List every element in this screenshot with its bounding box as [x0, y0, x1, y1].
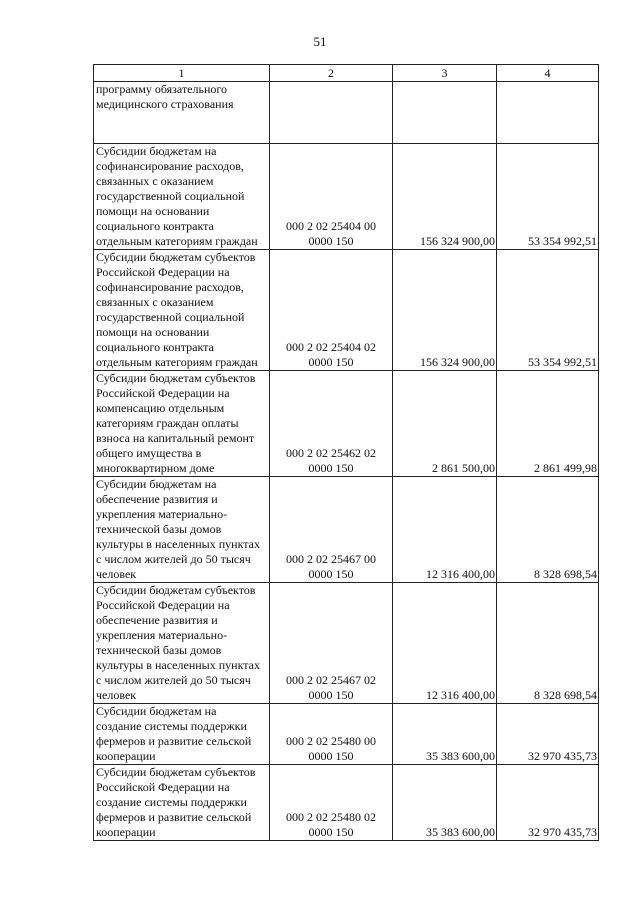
row-col3-value: 2 861 500,00	[393, 371, 497, 477]
row-name-text: Субсидии бюджетам на обеспечение развития и укрепления материально- технической базы домов культуры в населенных пунктах с числом жителей до 50 тысяч человек	[96, 477, 260, 581]
row-col4-value	[497, 82, 599, 144]
row-code	[270, 704, 393, 765]
row-col4-value: 53 354 992,51	[497, 250, 599, 371]
column-header-1: 1	[94, 65, 270, 82]
row-code-text: 000 2 02 25404 00 0000 150	[286, 219, 376, 248]
row-name	[94, 144, 270, 250]
row-col4-value: 32 970 435,73	[497, 704, 599, 765]
row-name	[94, 765, 270, 841]
row-code-text: 000 2 02 25467 00 0000 150	[286, 552, 376, 581]
column-header-3: 3	[393, 65, 497, 82]
table-row	[94, 250, 599, 371]
row-col3-value: 35 383 600,00	[393, 765, 497, 841]
row-name-text: Субсидии бюджетам на софинансирование расходов, связанных с оказанием государственной социальной помощи на основании социального контракта отдельным категориям граждан	[96, 144, 258, 248]
table-row	[94, 765, 599, 841]
row-code	[270, 371, 393, 477]
row-col3-value: 12 316 400,00	[393, 477, 497, 583]
row-col3-value	[393, 82, 497, 144]
row-col3-value: 156 324 900,00	[393, 250, 497, 371]
row-name-text: Субсидии бюджетам субъектов Российской Федерации на софинансирование расходов, связанных с оказанием государственной социальной помощи на основании социального контракта отдельным категориям граждан	[96, 250, 258, 369]
table-row	[94, 371, 599, 477]
row-col4-value: 53 354 992,51	[497, 144, 599, 250]
row-col4-value: 8 328 698,54	[497, 583, 599, 704]
row-name	[94, 704, 270, 765]
budget-table	[93, 64, 599, 841]
row-name-text: Субсидии бюджетам на создание системы поддержки фермеров и развитие сельской кооперации	[96, 704, 252, 763]
row-name-text: программу обязательного медицинского страхования	[96, 82, 234, 111]
row-name-text: Субсидии бюджетам субъектов Российской Федерации на обеспечение развития и укрепления материально- технической базы домов культуры в населенных пунктах с числом жителей до 50 тысяч человек	[96, 583, 260, 702]
table-row	[94, 477, 599, 583]
row-name	[94, 371, 270, 477]
table-row	[94, 144, 599, 250]
row-name	[94, 250, 270, 371]
page-number: 51	[313, 34, 327, 49]
row-code	[270, 250, 393, 371]
row-name	[94, 477, 270, 583]
row-code	[270, 144, 393, 250]
row-code-text: 000 2 02 25480 00 0000 150	[286, 734, 376, 763]
row-code	[270, 82, 393, 144]
column-header-4: 4	[497, 65, 599, 82]
table-row	[94, 82, 599, 144]
row-code	[270, 583, 393, 704]
table-row	[94, 704, 599, 765]
row-col3-value: 156 324 900,00	[393, 144, 497, 250]
row-col3-value: 35 383 600,00	[393, 704, 497, 765]
row-col4-value: 8 328 698,54	[497, 477, 599, 583]
row-name	[94, 583, 270, 704]
table-header-row	[94, 65, 599, 82]
row-code-text: 000 2 02 25480 02 0000 150	[286, 810, 376, 839]
row-code	[270, 765, 393, 841]
row-col4-value: 2 861 499,98	[497, 371, 599, 477]
row-code	[270, 477, 393, 583]
row-code-text: 000 2 02 25467 02 0000 150	[286, 673, 376, 702]
row-code-text: 000 2 02 25404 02 0000 150	[286, 340, 376, 369]
row-name-text: Субсидии бюджетам субъектов Российской Федерации на создание системы поддержки фермеров и развитие сельской кооперации	[96, 765, 256, 839]
row-name-text: Субсидии бюджетам субъектов Российской Федерации на компенсацию отдельным категориям граждан оплаты взноса на капитальный ремонт общего имущества в многоквартирном доме	[96, 371, 256, 475]
row-col3-value: 12 316 400,00	[393, 583, 497, 704]
table-row	[94, 583, 599, 704]
column-header-2: 2	[270, 65, 393, 82]
row-col4-value: 32 970 435,73	[497, 765, 599, 841]
row-code-text: 000 2 02 25462 02 0000 150	[286, 446, 376, 475]
row-name	[94, 82, 270, 144]
